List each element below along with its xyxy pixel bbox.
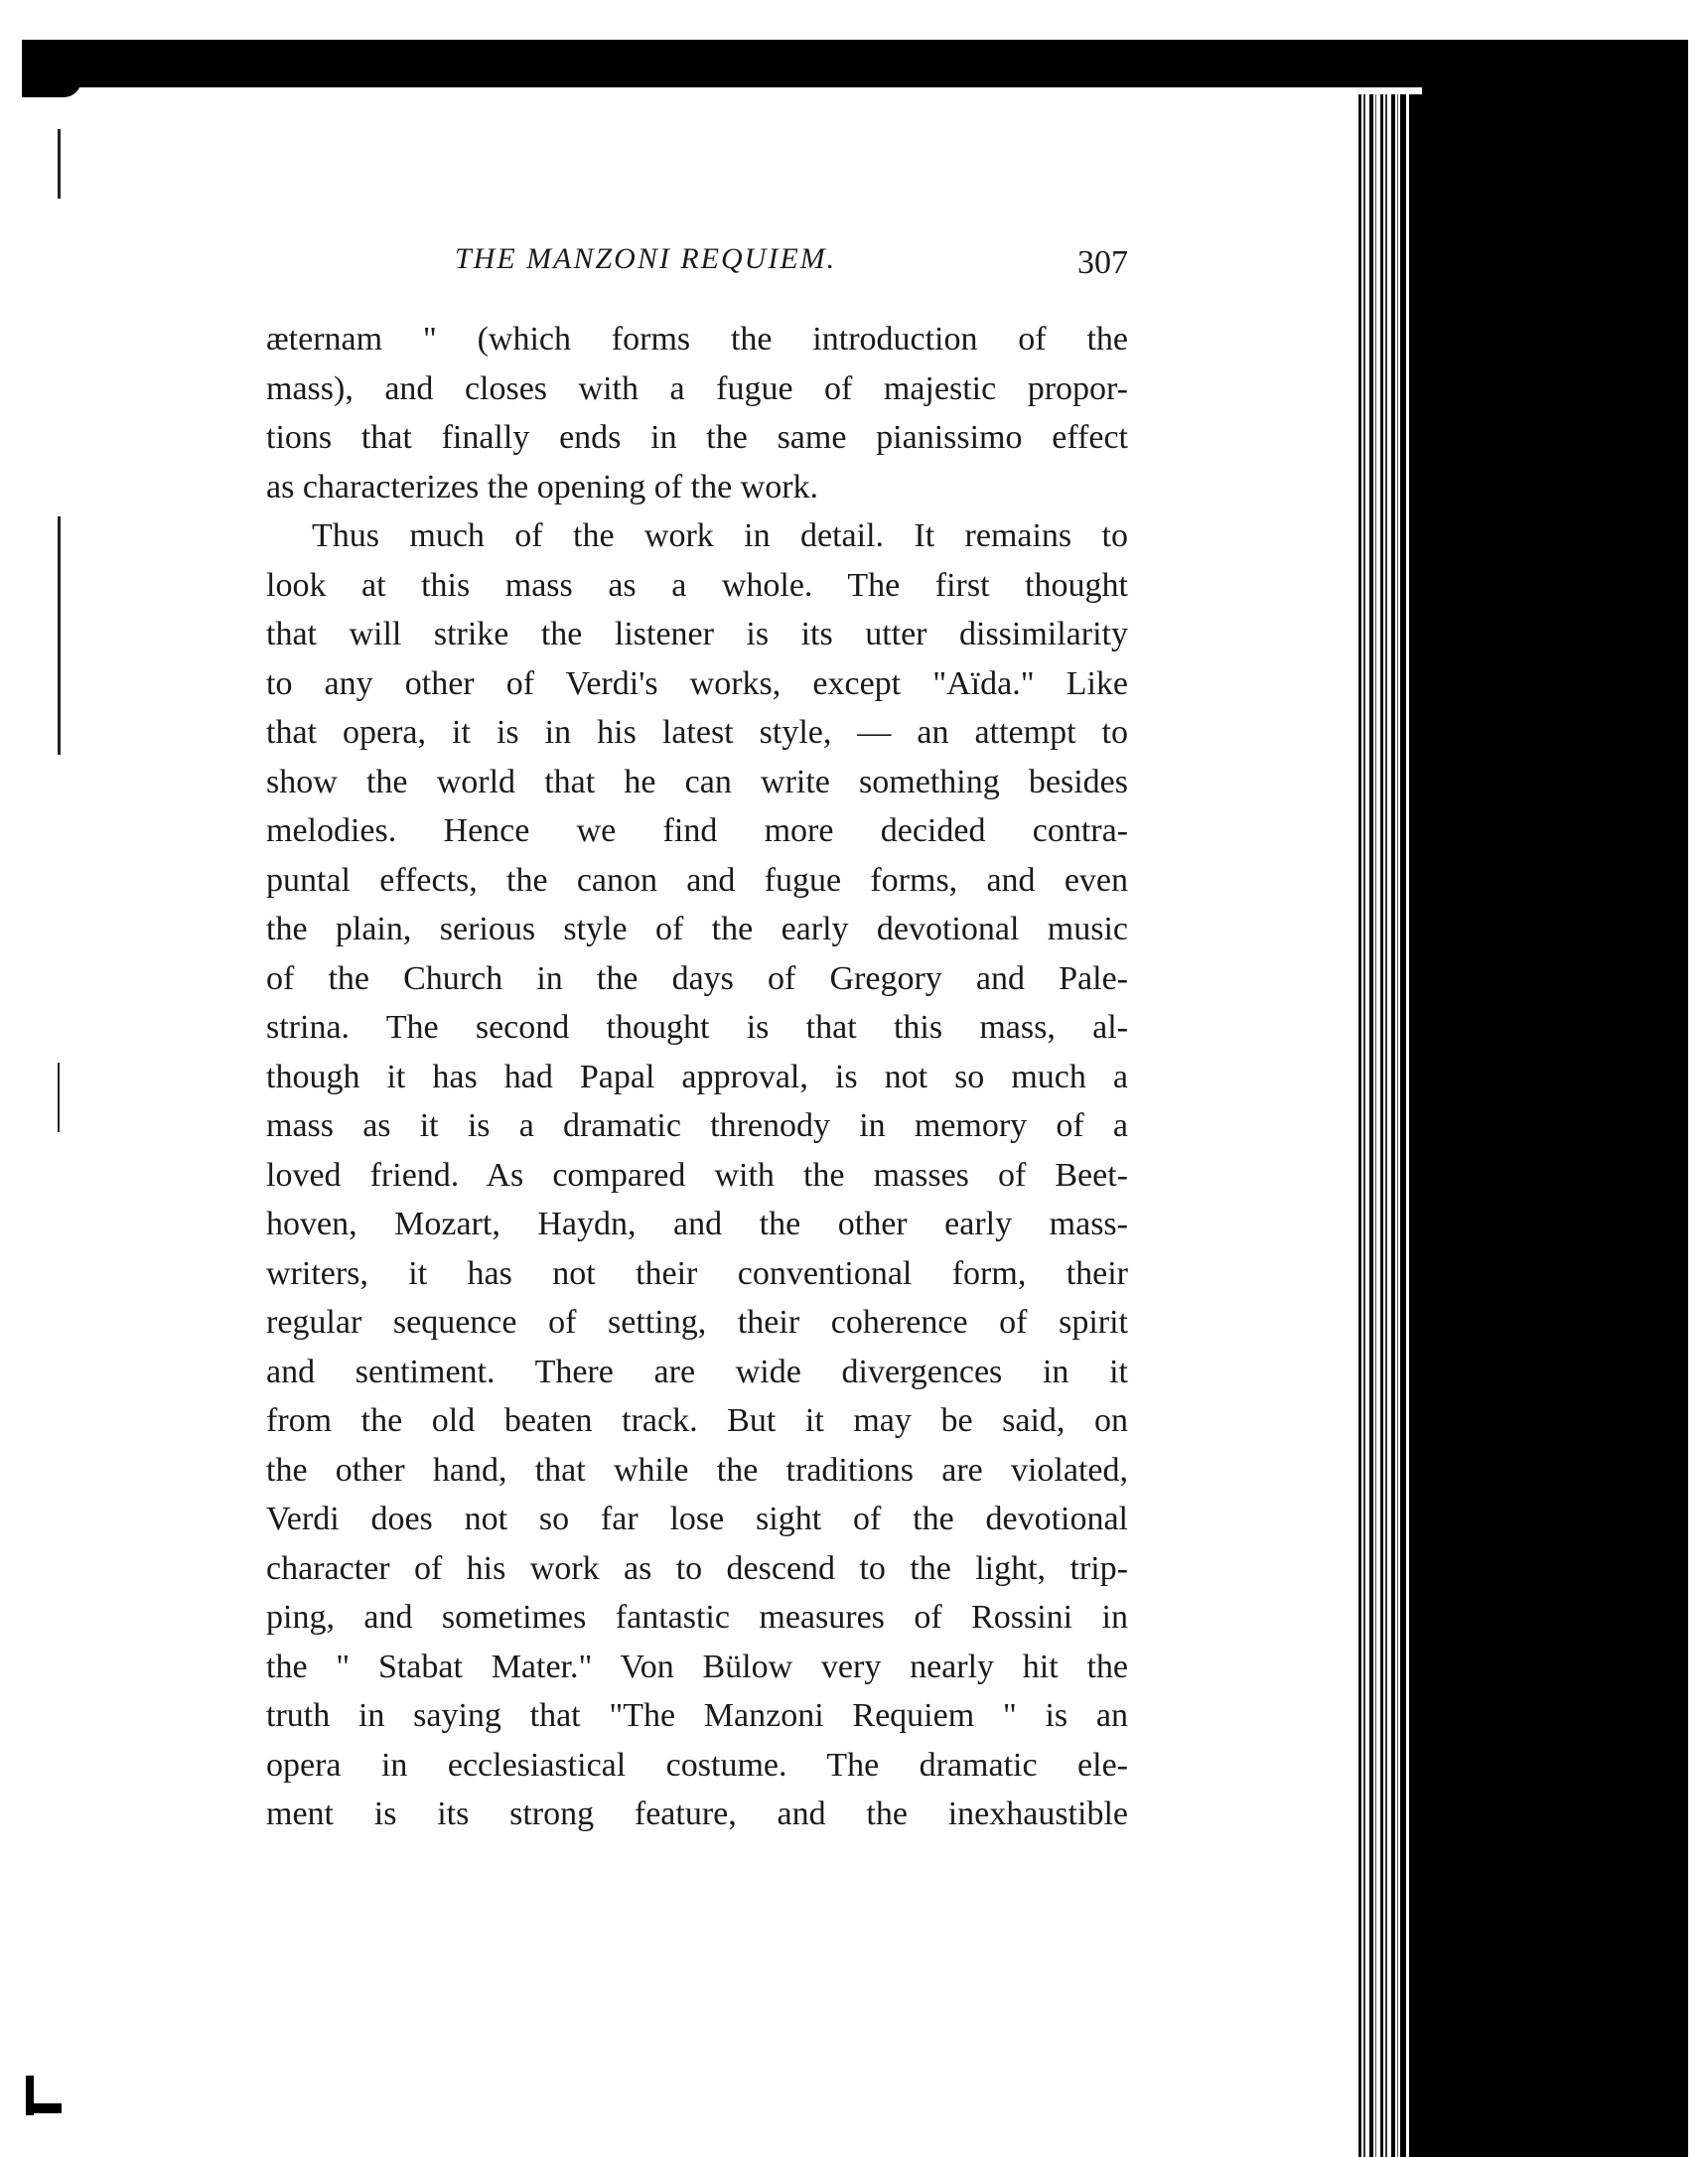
page-header xyxy=(266,238,1128,288)
text-line: Verdi does not so far lose sight of the devotional xyxy=(266,1501,1128,1537)
text-line: character of his work as to descend to the light, trip- xyxy=(266,1549,1128,1587)
scan-border-notch xyxy=(22,79,81,97)
text-line: loved friend. As compared with the masses of Beet- xyxy=(266,1156,1128,1194)
text-line: though it has had Papal approval, is not so much a xyxy=(266,1058,1128,1095)
body-text xyxy=(266,315,1128,1839)
text-line: the other hand, that while the traditions are violated, xyxy=(266,1451,1128,1489)
text-line: mass), and closes with a fugue of majestic propor- xyxy=(266,369,1128,407)
scan-mark-left xyxy=(58,1063,60,1132)
text-line: of the Church in the days of Gregory and Pale- xyxy=(266,959,1128,997)
text-line: ping, and sometimes fantastic measures of Rossini in xyxy=(266,1599,1128,1636)
text-line: hoven, Mozart, Haydn, and the other early mass- xyxy=(266,1206,1128,1242)
text-line: mass as it is a dramatic threnody in memory of a xyxy=(266,1107,1128,1144)
text-line: ment is its strong feature, and the inexhaustible xyxy=(266,1796,1128,1832)
text-line: and sentiment. There are wide divergences in it xyxy=(266,1353,1128,1390)
text-line: opera in ecclesiastical costume. The dramatic ele- xyxy=(266,1746,1128,1784)
text-line: regular sequence of setting, their coherence of spirit xyxy=(266,1304,1128,1341)
text-line: tions that finally ends in the same pianissimo effect xyxy=(266,419,1128,456)
text-line: truth in saying that "The Manzoni Requiem " is an xyxy=(266,1697,1128,1734)
scan-border-right xyxy=(1422,40,1688,2157)
scan-mark-left xyxy=(58,516,61,755)
page-number: 307 xyxy=(1077,244,1128,281)
book-gutter-edge xyxy=(1400,94,1422,2157)
text-line: to any other of Verdi's works, except "Aïda." Like xyxy=(266,664,1128,702)
text-line: the " Stabat Mater." Von Bülow very nearly hit the xyxy=(266,1648,1128,1685)
text-line: Thus much of the work in detail. It remains to xyxy=(312,517,1128,554)
text-line: that opera, it is in his latest style, — an attempt to xyxy=(266,714,1128,751)
text-line: that will strike the listener is its utter dissimilarity xyxy=(266,616,1128,652)
text-line: show the world that he can write something besides xyxy=(266,763,1128,800)
text-line: as characterizes the opening of the work. xyxy=(266,468,819,505)
text-line: look at this mass as a whole. The first thought xyxy=(266,566,1128,604)
text-line: writers, it has not their conventional form, their xyxy=(266,1254,1128,1292)
text-line: melodies. Hence we find more decided contra- xyxy=(266,812,1128,849)
running-head: THE MANZONI REQUIEM. xyxy=(455,242,837,275)
text-line: strina. The second thought is that this mass, al- xyxy=(266,1009,1128,1046)
scan-corner-mark xyxy=(20,2076,62,2115)
text-line: puntal effects, the canon and fugue forms, and even xyxy=(266,861,1128,899)
scan-mark-left xyxy=(58,129,61,199)
text-line: from the old beaten track. But it may be said, on xyxy=(266,1402,1128,1439)
text-line: æternam " (which forms the introduction of the xyxy=(266,321,1128,358)
text-line: the plain, serious style of the early devotional music xyxy=(266,911,1128,947)
